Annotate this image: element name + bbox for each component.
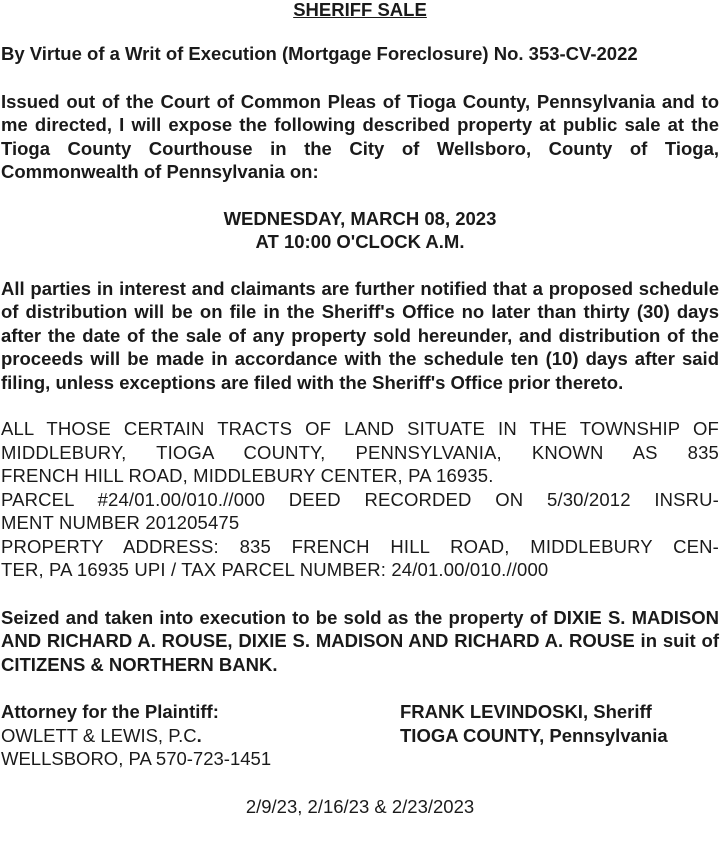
sheriff-name-line (400, 700, 720, 724)
attorney-location: WELLSBORO, PA 570-723-1451 (1, 748, 272, 769)
parties-notice-paragraph: All parties in interest and claimants are further notified that a proposed schedule of distribution will be on file in the Sheriff's Office no later than thirty (30) days after the date of the sale of any property sold hereunder, and distribution of the proceeds will be made in accordance with the schedule ten (10) days after said filing, unless exceptions are filed with the Sheriff's Office prior thereto. (1, 277, 719, 393)
sheriff-name: FRANK LEVINDOSKI (400, 701, 583, 722)
seized-paragraph: Seized and taken into execution to be sold as the property of DIXIE S. MADISON AND RICHARD A. ROUSE, DIXIE S. MADISON AND RICHARD A. ROUSE in suit of CITIZENS & NORTHERN BANK. (1, 606, 719, 675)
sheriff-title: , Sheriff (582, 701, 652, 722)
parcel-line-1: PARCEL #24/01.00/010.//000 DEED RECORDED ON 5/30/2012 INSRU- (1, 488, 719, 510)
attorney-block (1, 700, 391, 771)
tracts-line-2: MIDDLEBURY, TIOGA COUNTY, PENNSYLVANIA, KNOWN AS 835 (1, 441, 719, 463)
sale-date-block (1, 207, 719, 254)
sheriff-sale-notice (1, 0, 719, 819)
address-line-1: PROPERTY ADDRESS: 835 FRENCH HILL ROAD, MIDDLEBURY CEN- (1, 535, 719, 557)
parcel-line-2: MENT NUMBER 201205475 (1, 512, 240, 533)
sheriff-county: TIOGA COUNTY (400, 724, 540, 746)
sheriff-block (400, 700, 720, 747)
writ-reference: By Virtue of a Writ of Execution (Mortgage Foreclosure) No. 353-CV-2022 (1, 43, 638, 64)
sale-date: WEDNESDAY, MARCH 08, 2023 (223, 207, 497, 229)
tracts-line-3: FRENCH HILL ROAD, MIDDLEBURY CENTER, PA 16935. (1, 465, 494, 486)
sheriff-state: , Pennsylvania (539, 724, 668, 746)
issued-paragraph: Issued out of the Court of Common Pleas of Tioga County, Pennsylvania and to me directed, I will expose the following described property at public sale at the Tioga County Courthouse in the City of Wellsboro, County of Tioga, Commonwealth of Pennsylvania on: (1, 90, 719, 182)
address-line-2: TER, PA 16935 UPI / TAX PARCEL NUMBER: 24/01.00/010.//000 (1, 559, 549, 580)
notice-title: SHERIFF SALE (293, 0, 427, 20)
sheriff-county-line (400, 724, 720, 748)
attorney-firm-line (1, 724, 391, 748)
attorney-firm-period: . (196, 724, 202, 746)
attorney-firm: OWLETT & LEWIS, P.C (1, 724, 197, 746)
legal-description (1, 417, 719, 582)
signature-block (1, 700, 719, 772)
publication-dates: 2/9/23, 2/16/23 & 2/23/2023 (245, 796, 475, 817)
sale-time: AT 10:00 O'CLOCK A.M. (255, 231, 465, 252)
tracts-line-1: ALL THOSE CERTAIN TRACTS OF LAND SITUATE IN THE TOWNSHIP OF (1, 418, 719, 439)
attorney-label: Attorney for the Plaintiff: (1, 701, 219, 722)
